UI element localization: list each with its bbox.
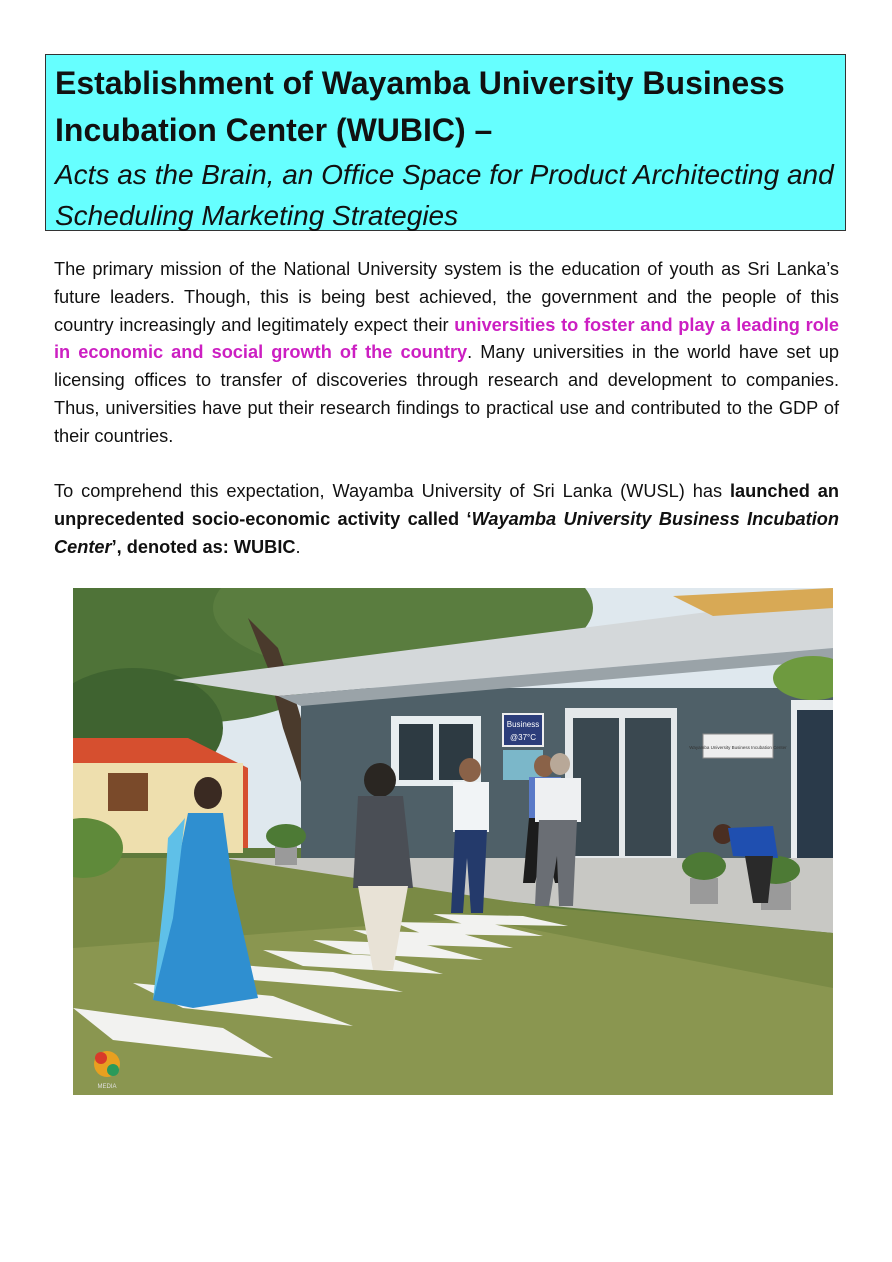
para2-text-after: . — [295, 536, 301, 557]
para2-text-before: To comprehend this expectation, Wayamba University of Sri Lanka (WUSL) has — [54, 481, 730, 501]
house-window — [108, 773, 148, 811]
potted-plant — [682, 852, 726, 880]
glass-door-right — [625, 718, 671, 856]
person-head — [194, 777, 222, 809]
para1-text-after: . Many universities in the world have set up licensing offices to transfer of discoveries through research and development to companies. Thus, universities have put their research findings to practical use and contributed to the GDP of their countries. — [54, 342, 839, 446]
business-sign-line1: Business — [506, 720, 540, 729]
photo-illustration — [73, 588, 833, 1095]
paragraph-wubic — [54, 478, 839, 561]
person-head — [364, 763, 396, 797]
media-logo-dot-green — [107, 1064, 119, 1076]
woman-jacket — [353, 796, 413, 888]
para2-center-name: Wayamba University Business Incubation Center — [54, 508, 839, 557]
right-door — [797, 710, 833, 858]
man-shirt — [453, 782, 489, 832]
media-watermark-text: MEDIA — [97, 1084, 117, 1090]
business-sign-line2: @37°C — [510, 733, 536, 742]
person-head — [550, 753, 570, 775]
person-head — [459, 758, 481, 782]
wubic-building-photo — [73, 588, 833, 1095]
plaque-text: Wayamba University Business Incubation Center — [689, 745, 787, 750]
title-box — [45, 54, 846, 231]
para1-text-before: The primary mission of the National University system is the education of youth as Sri Lanka’s future leaders. Though, this is being best achieved, the government and the people of this country increasingly and legitimately expect their — [54, 259, 839, 335]
media-logo-dot-red — [95, 1052, 107, 1064]
potted-plant — [266, 824, 306, 848]
para2-bold-tail: ’, denoted as: WUBIC — [111, 536, 296, 557]
para2-bold-lead: launched an unprecedented socio-economic activity called ‘ — [54, 481, 839, 529]
man-shirt-white — [535, 778, 581, 822]
window-pane-1 — [399, 724, 433, 780]
plant-pot — [690, 878, 718, 904]
paragraph-mission — [54, 256, 839, 451]
para1-highlight: universities to foster and play a leading role in economic and social growth of the country — [54, 314, 839, 363]
page-subtitle: Acts as the Brain, an Office Space for Product Architecting and Scheduling Marketing Strategies — [55, 159, 834, 231]
gardener-shirt — [728, 826, 778, 858]
page-title: Establishment of Wayamba University Business Incubation Center (WUBIC) – — [55, 65, 785, 148]
